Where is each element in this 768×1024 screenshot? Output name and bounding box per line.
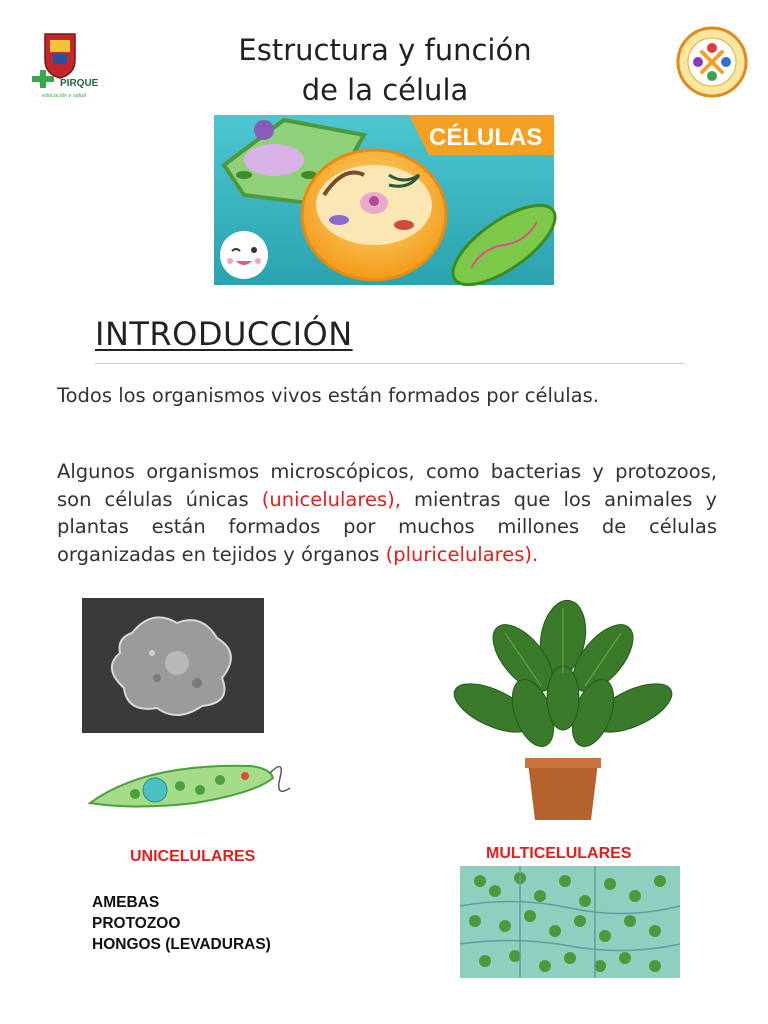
example-item: PROTOZOO: [92, 915, 181, 932]
municipality-logo: [30, 30, 99, 100]
multicellular-label: MULTICELULARES: [486, 845, 632, 862]
cells-banner-image: [214, 115, 554, 285]
divider: [95, 363, 685, 364]
plant-cells-photo: [460, 866, 680, 978]
title-line-2: de la célula: [301, 73, 469, 107]
unicellular-label: UNICELULARES: [130, 848, 256, 865]
example-item: HONGOS (LEVADURAS): [92, 936, 271, 953]
amoeba-photo: [82, 598, 264, 733]
banner-label: CÉLULAS: [429, 124, 543, 151]
svg-text:PIRQUE: PIRQUE: [60, 78, 99, 89]
paragraph-text: mientras que los animales y plantas están formados por muchos millones de células organizadas en tejidos y órganos: [57, 487, 718, 566]
intro-paragraph: [57, 458, 717, 568]
highlight-pluricellular: (pluricelulares).: [385, 542, 539, 566]
example-item: AMEBAS: [92, 894, 160, 911]
paragraph-text: Algunos organismos microscópicos, como bacterias y protozoos, son células únicas: [57, 460, 717, 511]
school-seal-icon: [676, 26, 748, 98]
intro-sentence: Todos los organismos vivos están formados por células.: [57, 384, 599, 407]
page-title: [140, 30, 630, 110]
highlight-unicellular: (unicelulares),: [261, 487, 401, 511]
section-heading: INTRODUCCIÓN: [95, 315, 353, 353]
unicellular-examples-list: [92, 892, 271, 955]
euglena-illustration: [85, 748, 295, 822]
title-line-1: Estructura y función: [238, 33, 532, 67]
svg-text:educación y salud: educación y salud: [42, 93, 87, 99]
plant-photo: [433, 598, 695, 824]
